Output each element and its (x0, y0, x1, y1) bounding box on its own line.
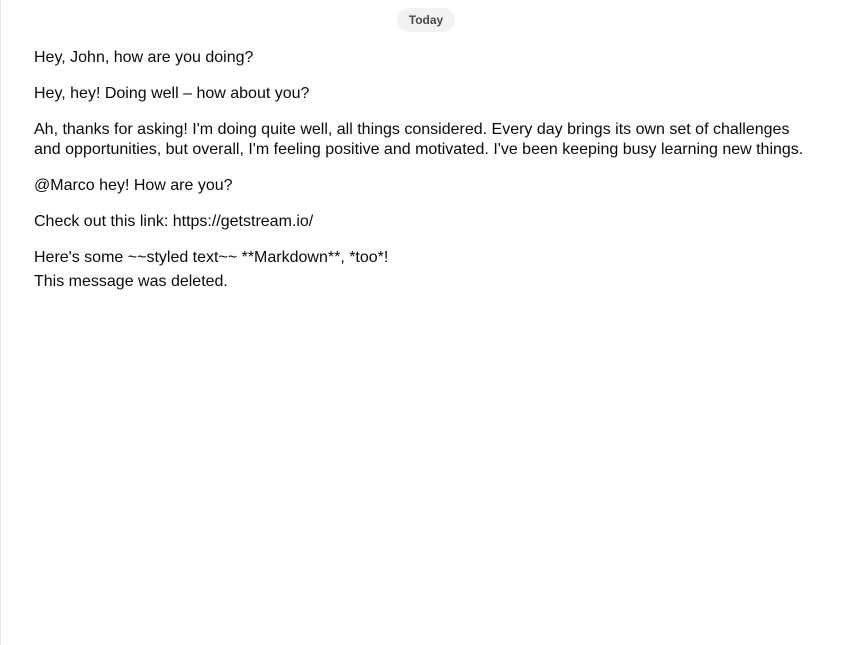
message-text[interactable]: Hey, John, how are you doing? (34, 49, 254, 66)
deleted-message-text: This message was deleted. (34, 273, 228, 290)
message-text[interactable]: Hey, hey! Doing well – how about you? (34, 85, 310, 102)
date-separator-label: Today (397, 8, 455, 32)
message-text[interactable]: Here's some ~~styled text~~ **Markdown**, *too*! (34, 249, 389, 266)
message-text[interactable]: Check out this link: https://getstream.io/ (34, 213, 314, 230)
date-separator (1, 8, 850, 32)
message-list[interactable] (34, 48, 819, 292)
message-text[interactable]: @Marco hey! How are you? (34, 177, 233, 194)
message-text[interactable]: Ah, thanks for asking! I'm doing quite well, all things considered. Every day brings its own set of challenges and opportunities, but overall, I'm feeling positive and motivated. I've been keeping busy learning new things. (34, 121, 804, 158)
